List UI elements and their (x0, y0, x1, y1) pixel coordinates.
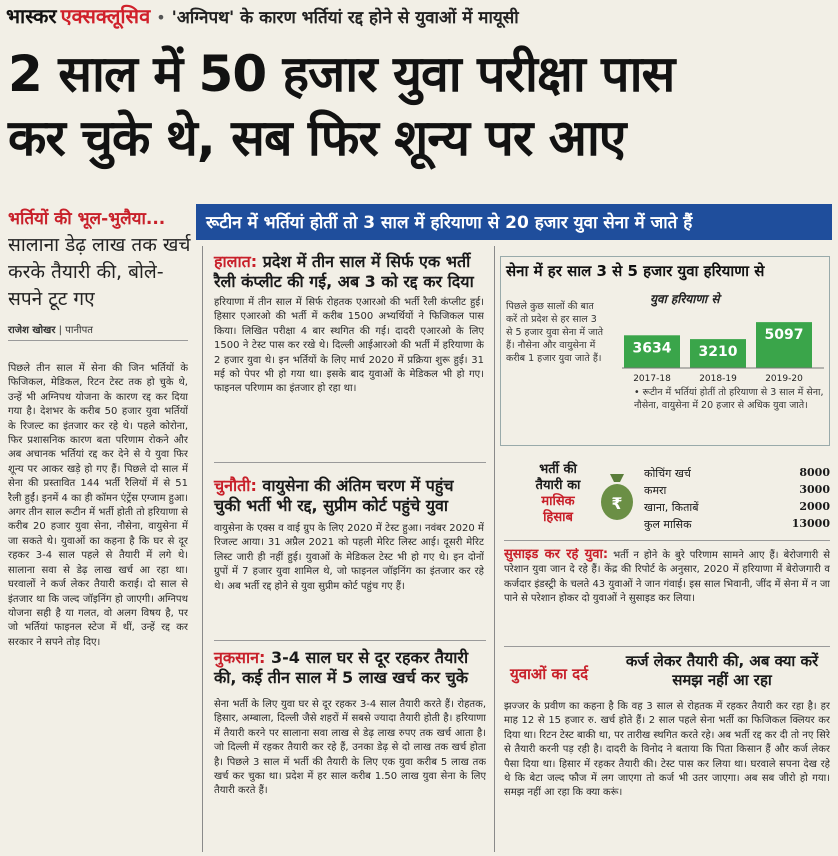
divider (8, 340, 188, 341)
cost-table (644, 466, 830, 534)
cost-row (644, 466, 830, 483)
cost-row (644, 517, 830, 534)
headline-line-1: 2 साल में 50 हजार युवा परीक्षा पास (8, 45, 675, 103)
section-chunauti-label: चुनौती: (214, 476, 257, 495)
kicker-bullet: • (156, 8, 166, 27)
bar-chart (618, 306, 828, 384)
cost-item: कुल मासिक (644, 518, 692, 531)
category-label: 2019-20 (765, 374, 803, 384)
cost-value: 13000 (791, 517, 830, 530)
headline-line-2: कर चुके थे, सब फिर शून्य पर आए (8, 109, 626, 167)
byline-name: राजेश खोखर (8, 325, 56, 336)
infobox-note: • रूटीन में भर्तियां होतीं तो हरियाणा से 3 साल में सेना, नौसेना, वायुसेना में 20 हजार से अधिक युवा जाते। (634, 387, 824, 411)
section-chunauti-body: वायुसेना के एक्स व वाई ग्रुप के लिए 2020 में टेस्ट हुआ। नवंबर 2020 में रिजल्ट आया। 31 अप्रैल 2021 को पहली मेरिट लिस्ट आई। दूसरी मेरिट लिस्ट जारी ही नहीं हुई। युवाओं के मेडिकल टेस्ट भी हो गए थे। इन दोनों ग्रुपों में 7 हजार युवा शामिल थे, जो फाइनल जॉइनिंग का इंतजार कर रहे थे। अब भर्ती रद्द होने से युवा सुप्रीम कोर्ट पहुंच गए हैं। (214, 523, 484, 592)
page-headline (8, 42, 834, 170)
svg-text:₹: ₹ (611, 494, 623, 513)
kicker-text: 'अग्निपथ' के कारण भर्तियां रद्द होने से युवाओं में मायूसी (171, 8, 519, 28)
divider (504, 646, 830, 647)
infobox-title: सेना में हर साल 3 से 5 हजार युवा हरियाणा से (506, 262, 765, 280)
section-halaat-title: प्रदेश में तीन साल में सिर्फ एक भर्ती रैली कंप्लीट की गई, अब 3 को रद्द कर दिया (214, 252, 474, 291)
money-bag-icon (596, 468, 638, 524)
sidebar-body: पिछले तीन साल में सेना की जिन भर्तियों के फिजिकल, मेडिकल, रिटन टेस्ट तक हो चुके थे, उन्हें भी अग्निपथ योजना के कारण रद्द कर दिया गया है। देशभर के करीब 50 हजार युवा भर्तियों के रिजल्ट का इंतजार कर रहे थे। पहले कोरोना, फिर प्रशासनिक कारण बता परिणाम रोकने और अब अचानक भर्तियां रद्द कर देने से ये युवा फिर शून्य पर आकर खड़े हो गए हैं। पिछले दो साल में सेना की प्रस्तावित 144 भर्ती रैलियों में से 51 रैली हुईं। इनमें 4 का ही कॉमन एंट्रेंस एग्जाम हुआ। अगर तीन साल रूटीन में भर्ती होती तो हरियाणा से करीब 20 हजार युवा सेना, नौसेना, वायुसेना में जा सकते थे। युवाओं का कहना है कि घर से दूर रहकर 3-4 साल पहले से तैयारी में लगे थे। सालाना सवा से डेढ़ लाख खर्च आ रहा था। घरवालों ने कर्ज लेकर तैयारी कराई। दो साल से इंतजार था कि जल्द जॉइनिंग हो जाएगी। अग्निपथ योजना सही है या गलत, वो अलग विषय है, पर जो भर्तियां फाइनल स्टेज में थीं, उन्हें रद्द कर सरकार ने सपने तोड़ दिए। (8, 363, 188, 648)
brand-exclusive: एक्सक्लूसिव (60, 4, 151, 28)
cost-label-line-2: तैयारी का (535, 478, 581, 493)
section-nuksaan-label: नुकसान: (214, 648, 266, 667)
banner: रूटीन में भर्तियां होतीं तो 3 साल में हरियाणा से 20 हजार युवा सेना में जाते हैं (196, 204, 832, 240)
byline-separator: | (58, 325, 62, 336)
suicide-body: भर्ती न होने के बुरे परिणाम सामने आए हैं। बेरोजगारी से परेशान युवा जान दे रहे हैं। केंद्र की रिपोर्ट के अनुसार, 2020 में हरियाणा में बेरोजगारी व कर्जदार इंडस्ट्री के चलते 43 युवाओं ने जान गंवाई। इस साल भिवानी, जींद में सेना में न जा पाने से परेशान होकर दो युवाओं ने सुसाइड कर लिया। (504, 550, 830, 605)
sidebar-red-title: भर्तियों की भूल-भुलैया... (8, 209, 166, 229)
cost-label-line-1: भर्ती की (539, 462, 577, 477)
cost-label-line-3: मासिक (541, 494, 575, 509)
cost-item: कमरा (644, 484, 667, 497)
cost-row (644, 500, 830, 517)
section-nuksaan-body: सेना भर्ती के लिए युवा घर से दूर रहकर 3-4 साल तैयारी करते हैं। रोहतक, हिसार, अम्बाला, दिल्ली जैसे शहरों में सबसे ज्यादा तैयारी होती है। हरियाणा में तैयारी करने पर सालाना सवा लाख से डेढ़ लाख रुपए तक खर्च आता है। जो दिल्ली में रहकर तैयारी कर रहे हैं, उनका डेढ़ से दो लाख तक खर्च होता है। पिछले 3 साल में भर्ती की तैयारी के लिए एक युवा करीब 5 लाख तक खर्च कर चुका था। प्रदेश में हर साल करीब 1.50 लाख युवा सेना के लिए तैयारी करते हैं। (214, 699, 486, 797)
category-label: 2018-19 (699, 374, 737, 384)
cost-label (518, 462, 598, 526)
top-kicker-bar (6, 2, 832, 38)
divider (214, 462, 486, 463)
dard-label: युवाओं का दर्द (510, 665, 589, 683)
section-halaat-heading (214, 252, 484, 292)
sidebar-subtitle: सालाना डेढ़ लाख तक खर्च करके तैयारी की, बोले- सपने टूट गए (8, 234, 191, 310)
suicide-section (504, 548, 830, 642)
cost-value: 8000 (799, 466, 830, 479)
column-divider (494, 246, 495, 852)
cost-value: 2000 (799, 500, 830, 513)
divider (504, 540, 830, 541)
cost-label-line-4: हिसाब (543, 510, 573, 525)
brand-name: भास्कर (6, 4, 57, 28)
infobox-text: पिछले कुछ सालों की बात करें तो प्रदेश से हर साल 3 से 5 हजार युवा सेना में जाते हैं। नौसेना और वायुसेना में करीब 1 हजार युवा जाते हैं। (506, 301, 604, 364)
category-label: 2017-18 (633, 374, 671, 384)
column-divider (202, 246, 203, 852)
bar-value-label: 3634 (632, 340, 672, 357)
suicide-lead: सुसाइड कर रहे युवा: (504, 548, 609, 562)
section-nuksaan-heading (214, 648, 486, 688)
bar-value-label: 3210 (698, 344, 738, 361)
byline-place: पानीपत (65, 325, 93, 336)
section-halaat-label: हालात: (214, 252, 258, 271)
dard-body: झज्जर के प्रवीण का कहना है कि वह 3 साल से रोहतक में रहकर तैयारी कर रहा है। हर माह 12 से 15 हजार रु. खर्च होते हैं। 2 साल पहले सेना भर्ती का फिजिकल क्लियर कर दिया था। रिटन टेस्ट बाकी था, पर तारीख स्थगित करते रहे। अब भर्ती रद्द कर दी तो नए सिरे से तैयारी करनी पड़ रही है। दादरी के विनोद ने बताया कि पिता किसान हैं और कर्ज लेकर पैसा दिया था। हिसार में रहकर तैयारी की। टेस्ट पास कर लिया था। घरवाले सपना देख रहे थे कि बेटा जल्द फौज में लग जाएगा तो कर्ज भी उतर जाएगा। अब सब जीरो हो गया। समझ नहीं आ रहा कि क्या करूं। (504, 701, 830, 799)
section-nuksaan-title: 3-4 साल घर से दूर रहकर तैयारी की, कई तीन साल में 5 लाख खर्च कर चुके (214, 648, 469, 687)
section-halaat-body: हरियाणा में तीन साल में सिर्फ रोहतक एआरओ की भर्ती रैली कंप्लीट हुई। हिसार एआरओ की भर्ती में करीब 1500 अभ्यर्थियों ने फिजिकल पास किया। लिखित परीक्षा 4 बार स्थगित की गई। दादरी एआरओ के लिए 1500 ने टेस्ट पास कर रखे थे। दिल्ली आईआरओ की भर्ती में हरियाणा के 2 हजार युवा थे। इन भर्तियों के लिए मार्च 2020 में प्रक्रिया शुरू हुई। 31 मई को पेपर भी हो गया था। इसके बाद युवाओं के मेडिकल भी हो गए। फाइनल परिणाम का इंतजार हो रहा था। (214, 297, 484, 395)
divider (214, 640, 486, 641)
section-chunauti-heading (214, 476, 484, 516)
chart-title: युवा हरियाणा से (650, 292, 720, 306)
section-chunauti-title: वायुसेना की अंतिम चरण में पहुंच चुकी भर्ती भी रद्द, सुप्रीम कोर्ट पहुंचे युवा (214, 476, 454, 515)
byline (8, 322, 93, 336)
cost-value: 3000 (799, 483, 830, 496)
cost-item: कोचिंग खर्च (644, 467, 691, 480)
cost-row (644, 483, 830, 500)
cost-item: खाना, किताबें (644, 501, 699, 514)
bar-value-label: 5097 (764, 327, 804, 344)
dard-title: कर्ज लेकर तैयारी की, अब क्या करें समझ नहीं आ रहा (625, 652, 819, 689)
